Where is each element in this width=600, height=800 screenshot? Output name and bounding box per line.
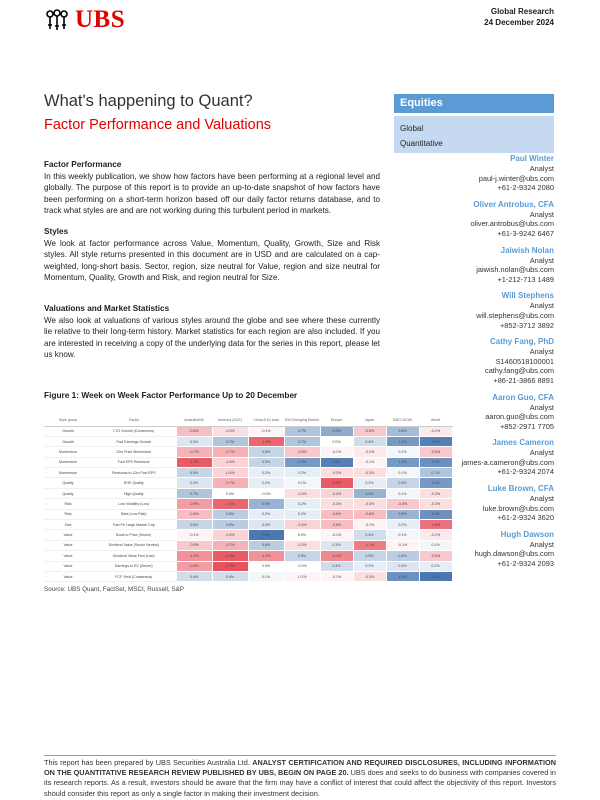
heatmap-cell: 0.2% (284, 499, 320, 509)
heatmap-cell: 1.5% (419, 436, 452, 446)
heatmap-cell: 0.3% (176, 478, 212, 488)
heatmap-cell: -0.6% (320, 520, 353, 530)
heatmap-cell: -0.6% (353, 509, 386, 519)
analyst-role: Analyst (529, 494, 554, 504)
ubs-keys-icon (44, 9, 70, 31)
heatmap-cell: 0.0% (248, 561, 284, 571)
heatmap-cell: -0.4% (320, 488, 353, 498)
division-label: Global Research (490, 7, 554, 16)
heatmap-cell: -0.3% (353, 571, 386, 581)
heatmap-cell: 0.1% (386, 447, 419, 457)
row-label: Earnings to EV (Sector) (92, 561, 176, 571)
row-label: Growth (44, 426, 92, 436)
analyst-email[interactable]: paul-j.winter@ubs.com (478, 173, 554, 183)
heatmap-cell: -0.3% (353, 468, 386, 478)
heatmap-cell: -0.5% (419, 447, 452, 457)
heatmap-cell: -0.1% (353, 520, 386, 530)
row-label: Revisions to 12m Fwd EPS (92, 468, 176, 478)
row-label: Dividend Value (Sector Neutral) (92, 540, 176, 550)
analyst-phone: +61-2-9324 3620 (497, 513, 554, 523)
heatmap-cell: 0.5% (284, 551, 320, 561)
analyst-name: Will Stephens (501, 291, 554, 301)
heatmap-cell: 0.2% (248, 468, 284, 478)
row-label: Quality (44, 488, 92, 498)
analyst-name: Aaron Guo, CFA (492, 392, 554, 402)
heatmap-cell: 1.6% (248, 530, 284, 540)
analyst-name: Paul Winter (510, 154, 554, 163)
heatmap-cell: 0.5% (176, 520, 212, 530)
figure-source: Source: UBS Quant, FactSet, MSCI, Russell, S&P (44, 586, 184, 593)
heatmap-cell: -0.7% (212, 478, 248, 488)
analyst-name: Hugh Dawson (500, 529, 554, 539)
analyst-email[interactable]: aaron.guo@ubs.com (485, 412, 554, 422)
disclaimer (44, 755, 556, 800)
heatmap-cell: 0.9% (386, 509, 419, 519)
heatmap-cell: 0.0% (212, 488, 248, 498)
analyst-card (384, 530, 554, 569)
row-label: Fwd Earnings Growth (92, 436, 176, 446)
row-label: 12m Price Momentum (92, 447, 176, 457)
heatmap-cell: 0.1% (386, 530, 419, 540)
brand-name: UBS (75, 6, 126, 33)
analyst-role: Analyst (529, 209, 554, 219)
report-header (484, 6, 554, 28)
column-header: China A Ex Asia (248, 414, 284, 426)
analyst-card (384, 154, 554, 193)
heatmap-cell: 0.1% (284, 478, 320, 488)
section-paragraph: We also look at valuations of various styles around the globe and see where these currently lie relative to their long-term history. Market statistics for each region are also included. If you are interested in receiving a copy of the underlying data for the series in this report, please let us know. (44, 316, 380, 359)
heatmap-cell: 0.5% (176, 468, 212, 478)
heatmap-cell: 1.5% (320, 457, 353, 467)
analyst-role: Analyst (529, 539, 554, 549)
analyst-phone: +852-2971 7705 (499, 421, 554, 431)
heatmap-cell: 0.5% (248, 447, 284, 457)
row-label: Momentum (44, 468, 92, 478)
heatmap-cell: 0.4% (353, 436, 386, 446)
heatmap-cell: 0.9% (353, 488, 386, 498)
heatmap-cell: 0.6% (212, 520, 248, 530)
disclaimer-lead: This report has been prepared by UBS Securities Australia Ltd. (44, 758, 250, 767)
analyst-list (384, 154, 554, 576)
heatmap-cell: -1.0% (176, 551, 212, 561)
analyst-phone: +61-3-9242 6467 (497, 228, 554, 238)
heatmap-cell: 0.1% (248, 571, 284, 581)
heatmap-cell: -1.3% (419, 520, 452, 530)
body-text (44, 159, 380, 370)
heatmap-cell: 0.1% (419, 540, 452, 550)
heatmap-cell: 0.2% (248, 478, 284, 488)
category-box (394, 94, 554, 153)
analyst-card (384, 393, 554, 432)
heatmap-cell: -0.1% (248, 426, 284, 436)
row-label: Value (44, 551, 92, 561)
heatmap-cell: -0.6% (320, 509, 353, 519)
analyst-role: Analyst (529, 448, 554, 458)
analyst-card (384, 438, 554, 477)
heatmap-cell: -0.1% (320, 571, 353, 581)
analyst-name: Cathy Fang, PhD (489, 337, 554, 347)
row-label: Fwd EPS Revisions (92, 457, 176, 467)
heatmap-cell: 0.2% (353, 478, 386, 488)
heatmap-cell: 0.7% (212, 436, 248, 446)
heatmap-cell: 0.1% (386, 468, 419, 478)
heatmap-cell: -0.0% (248, 488, 284, 498)
row-label: Size (44, 520, 92, 530)
analyst-card (384, 291, 554, 330)
row-label: Value (44, 540, 92, 550)
heatmap-cell: 0.4% (176, 571, 212, 581)
analyst-phone: +61-2-9324 2074 (497, 467, 554, 477)
heatmap-cell: -1.4% (212, 499, 248, 509)
category-label: Quantitative (400, 139, 443, 148)
analyst-phone: +61-2-9324 2093 (497, 559, 554, 569)
heatmap-cell: -0.1% (386, 540, 419, 550)
heatmap-cell: -0.4% (212, 530, 248, 540)
heatmap-cell: 0.2% (419, 561, 452, 571)
heatmap-cell: -0.3% (320, 468, 353, 478)
heatmap-cell: 0.4% (320, 561, 353, 571)
heatmap-cell: -0.1% (320, 447, 353, 457)
heatmap-cell: 1.2% (386, 436, 419, 446)
heatmap-cell: -0.5% (386, 499, 419, 509)
category-body (394, 116, 554, 153)
analyst-name: Luke Brown, CFA (487, 484, 554, 494)
disclaimer-bold: ANALYST CERTIFICATION AND REQUIRED DISCLOSURES, INCLUDING INFORMATION ON THE QUANTITATIVE RESEARCH REVIEW PUBLISHED BY UBS, BEGIN ON PAGE 20. (44, 758, 556, 778)
heatmap-cell: 0.5% (248, 457, 284, 467)
analyst-name: James Cameron (492, 438, 554, 448)
analyst-card (384, 484, 554, 523)
section-paragraph: We look at factor performance across Value, Momentum, Quality, Growth, Size and Risk styles. All style returns presented in this document are in USD and are calculated on a cap-weighted, long-short basis. Sector, region, size neutral for Value, region and size neutral for Momentum, Quality, Growth and Risk, and region neutral for Size. (44, 239, 380, 282)
column-header: EM Emerging Market (284, 414, 320, 426)
heatmap-cell: -1.4% (248, 436, 284, 446)
region-label: Global (400, 124, 424, 133)
section-heading: Styles (44, 227, 69, 237)
analyst-card (384, 337, 554, 385)
heatmap-cell: 2.3% (419, 571, 452, 581)
heatmap-cell: -0.7% (176, 447, 212, 457)
heatmap-cell: 1.2% (419, 478, 452, 488)
row-label: Momentum (44, 447, 92, 457)
analyst-role: Analyst (529, 255, 554, 265)
heatmap-cell: 0.7% (419, 468, 452, 478)
heatmap-cell: 0.3% (248, 520, 284, 530)
page-title: What's happening to Quant? (44, 92, 253, 110)
column-header: America (ACE) (212, 414, 248, 426)
heatmap-cell: 1.2% (284, 457, 320, 467)
row-label: Low Volatility (Low) (92, 499, 176, 509)
heatmap-cell: -0.3% (320, 499, 353, 509)
heatmap-cell: 0.6% (386, 551, 419, 561)
heatmap-cell: -0.2% (419, 530, 452, 540)
analyst-email[interactable]: cathy.fang@ubs.com (485, 366, 554, 376)
row-label: LTG Growth (Consensus) (92, 426, 176, 436)
heatmap-cell: -0.3% (284, 488, 320, 498)
heatmap-cell: -0.9% (176, 499, 212, 509)
report-date: 24 December 2024 (484, 18, 554, 27)
heatmap-cell: 0.2% (248, 509, 284, 519)
heatmap-cell: -0.3% (353, 499, 386, 509)
category-heading: Equities (394, 94, 554, 113)
row-label: Value (44, 561, 92, 571)
heatmap-cell: 0.6% (248, 540, 284, 550)
row-label: Book to Price (Sector) (92, 530, 176, 540)
analyst-name: Jaiwish Nolan (500, 245, 554, 255)
heatmap-cell: 0.7% (284, 426, 320, 436)
heatmap-cell: -1.5% (176, 457, 212, 467)
heatmap-cell: 1.3% (386, 571, 419, 581)
heatmap-cell: -0.3% (212, 426, 248, 436)
heatmap-cell: -0.3% (284, 540, 320, 550)
figure-title: Figure 1: Week on Week Factor Performance Up to 20 December (44, 390, 298, 400)
analyst-email[interactable]: james-a.cameron@ubs.com (461, 457, 554, 467)
analyst-license: S1460518100001 (495, 356, 554, 366)
heatmap-cell: -0.5% (419, 551, 452, 561)
heatmap-cell: -0.7% (212, 540, 248, 550)
row-label: Value (44, 530, 92, 540)
heatmap-cell: -0.2% (419, 426, 452, 436)
heatmap-cell: 1.2% (386, 457, 419, 467)
heatmap-cell: 0.0% (320, 436, 353, 446)
analyst-role: Analyst (529, 164, 554, 173)
heatmap-cell: -0.1% (320, 530, 353, 540)
heatmap-cell: -1.5% (212, 551, 248, 561)
heatmap-cell: -0.4% (212, 457, 248, 467)
row-label: Dividend Value Fwd (Low) (92, 551, 176, 561)
heatmap-cell: 0.7% (284, 436, 320, 446)
analyst-phone: +61-2-9324 2080 (497, 183, 554, 193)
analyst-name: Oliver Antrobus, CFA (473, 199, 554, 209)
heatmap-cell: 0.2% (353, 561, 386, 571)
column-header: Japan (353, 414, 386, 426)
analyst-role: Analyst (529, 402, 554, 412)
section-heading: Factor Performance (44, 160, 122, 169)
analyst-email[interactable]: will.stephens@ubs.com (476, 310, 554, 320)
ubs-logo (44, 6, 125, 34)
heatmap-cell: -0.0% (284, 561, 320, 571)
heatmap-cell: -1.0% (248, 551, 284, 561)
heatmap-cell: -0.1% (284, 571, 320, 581)
heatmap-cell: 1.3% (419, 509, 452, 519)
heatmap-cell: -1.2% (353, 540, 386, 550)
heatmap-cell: 0.4% (353, 530, 386, 540)
row-label: Value (44, 571, 92, 581)
row-label: FCF Yield (Consensus) (92, 571, 176, 581)
analyst-email[interactable]: oliver.antrobus@ubs.com (470, 219, 554, 229)
heatmap-cell: -0.3% (419, 499, 452, 509)
heatmap-cell: 0.7% (176, 488, 212, 498)
heatmap-cell: -0.4% (212, 468, 248, 478)
row-label: High Quality (92, 488, 176, 498)
row-label: ROE Quality (92, 478, 176, 488)
analyst-email[interactable]: luke.brown@ubs.com (482, 503, 554, 513)
heatmap-cell: -0.3% (419, 488, 452, 498)
column-header: Factor (92, 414, 176, 426)
analyst-card (384, 200, 554, 239)
heatmap-cell: -0.6% (176, 426, 212, 436)
column-header: Style group (44, 414, 92, 426)
heatmap-cell: -1.5% (320, 478, 353, 488)
heatmap-cell: -0.9% (176, 561, 212, 571)
heatmap-cell: -0.6% (176, 509, 212, 519)
heatmap-cell: 0.2% (386, 520, 419, 530)
analyst-phone: +1-212-713 1489 (497, 274, 554, 284)
heatmap-cell: 0.3% (176, 436, 212, 446)
analyst-role: Analyst (529, 301, 554, 311)
heatmap-cell: 0.8% (386, 426, 419, 436)
heatmap-cell: 0.2% (284, 468, 320, 478)
row-label: Risk (44, 509, 92, 519)
heatmap-cell: 0.3% (320, 540, 353, 550)
heatmap-cell: -0.4% (284, 520, 320, 530)
heatmap-cell: 0.1% (386, 488, 419, 498)
heatmap-cell: -0.5% (284, 447, 320, 457)
analyst-email[interactable]: hugh.dawson@ubs.com (474, 549, 554, 559)
heatmap-cell: -0.1% (353, 457, 386, 467)
row-label: Risk (44, 499, 92, 509)
heatmap-cell: -0.1% (176, 530, 212, 540)
heatmap-cell: -1.1% (320, 551, 353, 561)
row-label: Beta (Low Risk) (92, 509, 176, 519)
column-header: Europe (320, 414, 353, 426)
column-header: Australia/NZ (176, 414, 212, 426)
analyst-role: Analyst (529, 347, 554, 357)
analyst-phone: +86-21-3866 8891 (493, 375, 554, 385)
page-subtitle: Factor Performance and Valuations (44, 117, 272, 133)
row-label: Momentum (44, 457, 92, 467)
column-header: World (419, 414, 452, 426)
row-label: Fwd Pe Large Market Cap (92, 520, 176, 530)
analyst-card (384, 246, 554, 285)
heatmap-cell: 0.9% (248, 499, 284, 509)
heatmap-cell: 0.4% (212, 571, 248, 581)
heatmap-cell: 1.0% (320, 426, 353, 436)
analyst-phone: +852-3712 3892 (499, 320, 554, 330)
analyst-email[interactable]: jaiwish.nolan@ubs.com (476, 265, 554, 275)
heatmap-cell: 0.5% (386, 478, 419, 488)
heatmap-cell: -0.7% (212, 447, 248, 457)
heatmap-cell: -0.5% (176, 540, 212, 550)
heatmap-cell: 0.2% (284, 509, 320, 519)
section-heading: Valuations and Market Statistics (44, 304, 170, 314)
row-label: Quality (44, 478, 92, 488)
heatmap-cell: -0.2% (353, 447, 386, 457)
heatmap-cell: 0.5% (353, 551, 386, 561)
row-label: Growth (44, 436, 92, 446)
disclaimer-tail: UBS does and seeks to do business with companies covered in its research reports. As a result, investors should be aware that the firm may have a conflict of interest that could affect the objectivity of this report. Investors should consider this report as only a single factor in making their investment decision. (44, 768, 556, 798)
heatmap-cell: 0.3% (386, 561, 419, 571)
heatmap-cell: -0.5% (353, 426, 386, 436)
heatmap-cell: 0.0% (284, 530, 320, 540)
section-paragraph: In this weekly publication, we show how factors have been performing at a regional level and globally. The purpose of this report is to provide an up-to-date snapshot of how factors have been performing on a short-term horizon based off our daily factor returns database, and to track what styles are and are not working during this turbulent period in markets. (44, 172, 380, 215)
heatmap-cell: -1.7% (212, 561, 248, 571)
heatmap-cell: 0.6% (212, 509, 248, 519)
heatmap-cell: 1.3% (419, 457, 452, 467)
column-header: MSCI ACWI (386, 414, 419, 426)
